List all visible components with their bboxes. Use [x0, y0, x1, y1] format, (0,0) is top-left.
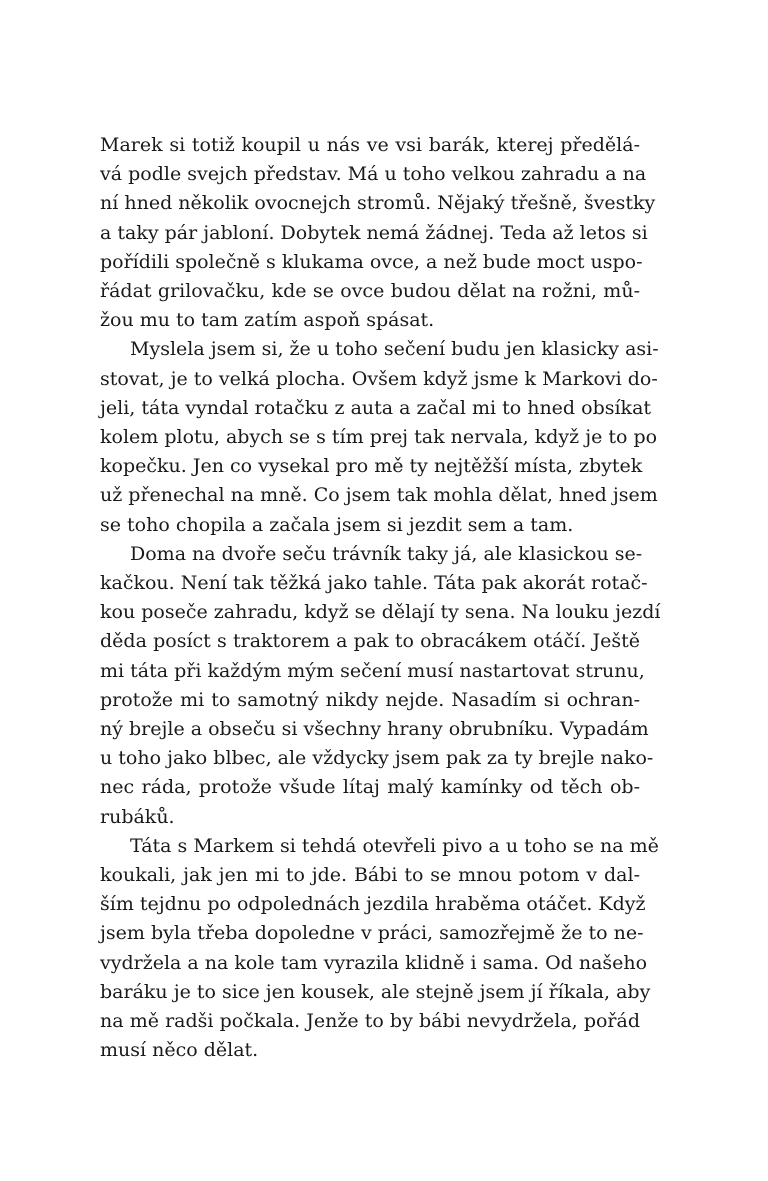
text-line: Táta s Markem si tehdá otevřeli pivo a u toho se na mě: [130, 834, 659, 857]
text-line: žou mu to tam zatím aspoň spásat.: [100, 309, 435, 332]
text-line: Doma na dvoře seču trávník taky já, ale klasickou se-: [130, 542, 643, 565]
text-line: děda posíct s traktorem a pak to obracákem otáčí. Ještě: [100, 630, 640, 653]
paragraph-1: [100, 131, 656, 335]
text-line: jeli, táta vyndal rotačku z auta a začal mi to hned obsíkat: [100, 396, 652, 419]
text-line: ším tejdnu po odpolednách jezdila hraběma otáčet. Když: [100, 893, 646, 916]
text-line: musí něco dělat.: [100, 1039, 259, 1062]
text-line: Myslela jsem si, že u toho sečení budu jen klasicky asi-: [130, 338, 659, 361]
text-line: řádat grilovačku, kde se ovce budou dělat na rožni, mů-: [100, 280, 640, 303]
text-line: ný brejle a obseču si všechny hrany obrubníku. Vypadám: [100, 718, 649, 741]
text-line: vydržela a na kole tam vyrazila klidně i sama. Od našeho: [100, 951, 648, 974]
text-line: se toho chopila a začala jsem si jezdit sem a tam.: [100, 513, 574, 536]
text-line: protože mi to samotný nikdy nejde. Nasadím si ochran-: [100, 688, 640, 711]
text-line: jsem byla třeba dopoledne v práci, samozřejmě že to ne-: [100, 922, 644, 945]
text-line: pořídili společně s klukama ovce, a než bude moct uspo-: [100, 250, 643, 273]
text-line: kolem plotu, abych se s tím prej tak nervala, když je to po: [100, 426, 658, 449]
text-line: Marek si totiž koupil u nás ve vsi barák, kterej předělá-: [100, 134, 640, 156]
text-line: koukali, jak jen mi to jde. Bábi to se mnou potom v dal-: [100, 864, 640, 887]
paragraph-3: [100, 540, 661, 832]
text-line: kopečku. Jen co vysekal pro mě ty nejtěžší místa, zbytek: [100, 455, 643, 478]
text-line: baráku je to sice jen kousek, ale stejně jsem jí říkala, aby: [100, 980, 651, 1003]
text-line: vá podle svejch představ. Má u toho velkou zahradu a na: [100, 163, 647, 186]
text-line: na mě radši počkala. Jenže to by bábi nevydržela, pořád: [100, 1010, 640, 1033]
text-line: a taky pár jabloní. Dobytek nemá žádnej. Teda až letos si: [100, 221, 648, 244]
text-line: kačkou. Není tak těžká jako tahle. Táta pak akorát rotač-: [100, 572, 648, 595]
text-line: mi táta při každým mým sečení musí nastartovat strunu,: [100, 659, 645, 682]
text-line: ní hned několik ovocnejch stromů. Nějaký třešně, švestky: [100, 192, 656, 215]
text-line: nec ráda, protože všude lítaj malý kamínky od těch ob-: [100, 776, 640, 799]
book-page-text: [100, 131, 661, 1066]
paragraph-4: [100, 832, 659, 1066]
text-line: stovat, je to velká plocha. Ovšem když jsme k Markovi do-: [100, 367, 658, 390]
text-line: už přenechal na mně. Co jsem tak mohla dělat, hned jsem: [100, 484, 658, 507]
paragraph-2: [100, 335, 659, 539]
text-line: u toho jako blbec, ale vždycky jsem pak za ty brejle nako-: [100, 747, 654, 770]
text-line: rubáků.: [100, 805, 175, 828]
text-line: kou poseče zahradu, když se dělají ty sena. Na louku jezdí: [100, 601, 661, 624]
